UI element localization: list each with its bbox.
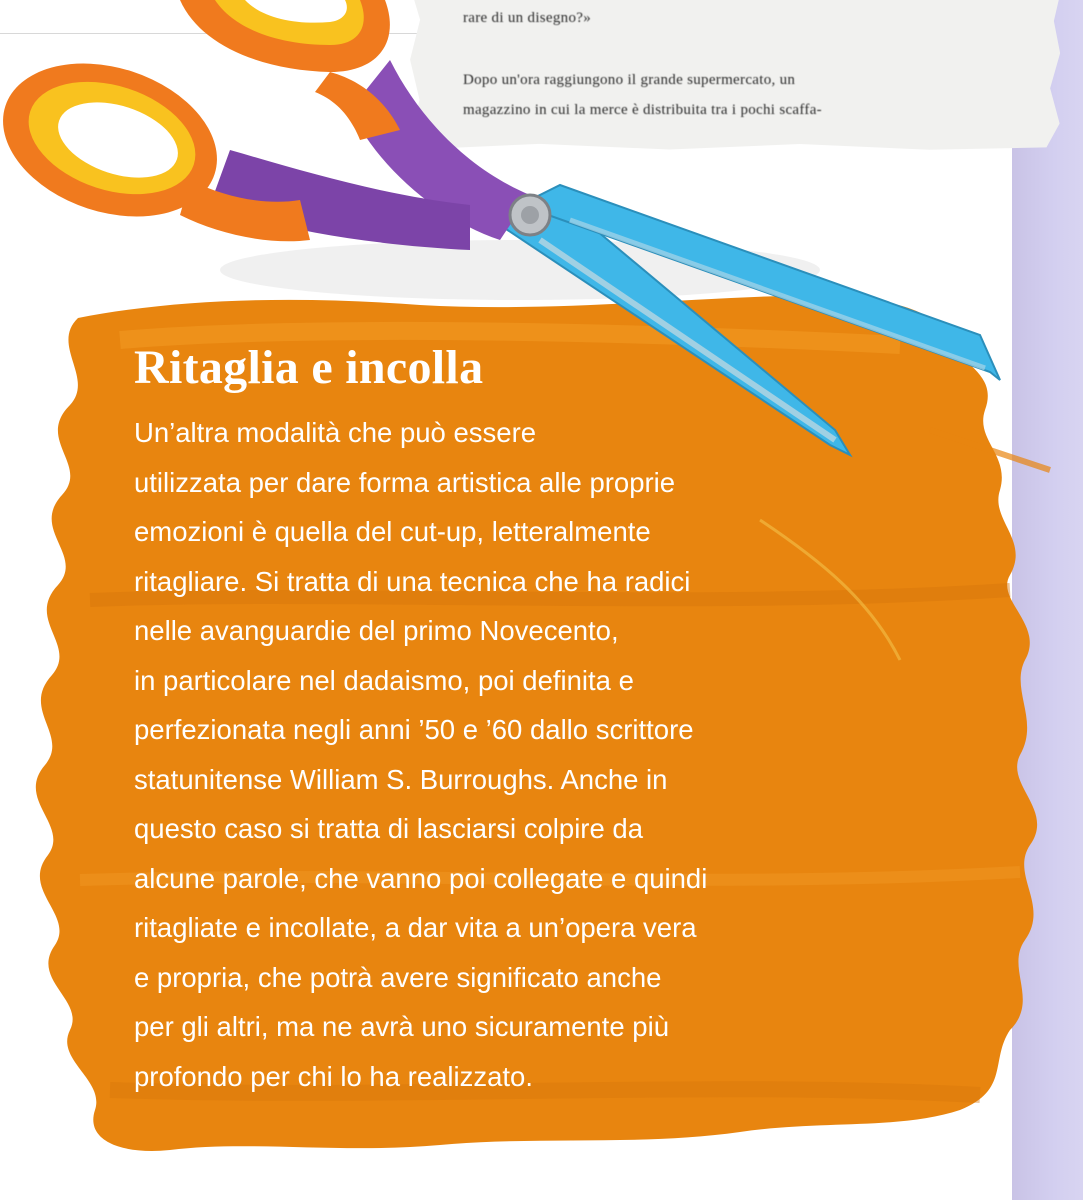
body-line: emozioni è quella del cut-up, letteralmente — [134, 516, 651, 547]
body-line: ritagliate e incollate, a dar vita a un’opera vera — [134, 912, 697, 943]
body-line: utilizzata per dare forma artistica alle proprie — [134, 466, 676, 498]
body-line: ritagliare. Si tratta di una tecnica che ha radici — [134, 565, 691, 597]
body-line: perfezionata negli anni ’50 e ’60 dallo scrittore — [134, 714, 694, 745]
body-line: in particolare nel dadaismo, poi definita e — [134, 664, 634, 696]
clipping-line-3: magazzino in cui la merce è distribuita tra i pochi scaffa- — [463, 102, 822, 118]
body-line: per gli altri, ma ne avrà uno sicuramente più — [134, 1011, 669, 1042]
body-line: Un’altra modalità che può essere — [134, 417, 537, 448]
clipping-line-2: Dopo un'ora raggiungono il grande supermercato, un — [463, 72, 796, 88]
body-line: profondo per chi lo ha realizzato. — [134, 1060, 533, 1092]
clipping-line-1: rare di un disegno?» — [463, 10, 592, 26]
article-box — [134, 338, 994, 1101]
body-line: questo caso si tratta di lasciarsi colpire da — [134, 813, 643, 844]
body-line: statunitense William S. Burroughs. Anche in — [134, 763, 668, 795]
body-line: nelle avanguardie del primo Novecento, — [134, 615, 619, 646]
article-body — [134, 408, 994, 1101]
body-line: e propria, che potrà avere significato anche — [134, 961, 662, 993]
article-title: Ritaglia e incolla — [134, 341, 484, 394]
body-line: alcune parole, che vanno poi collegate e quindi — [134, 862, 708, 894]
